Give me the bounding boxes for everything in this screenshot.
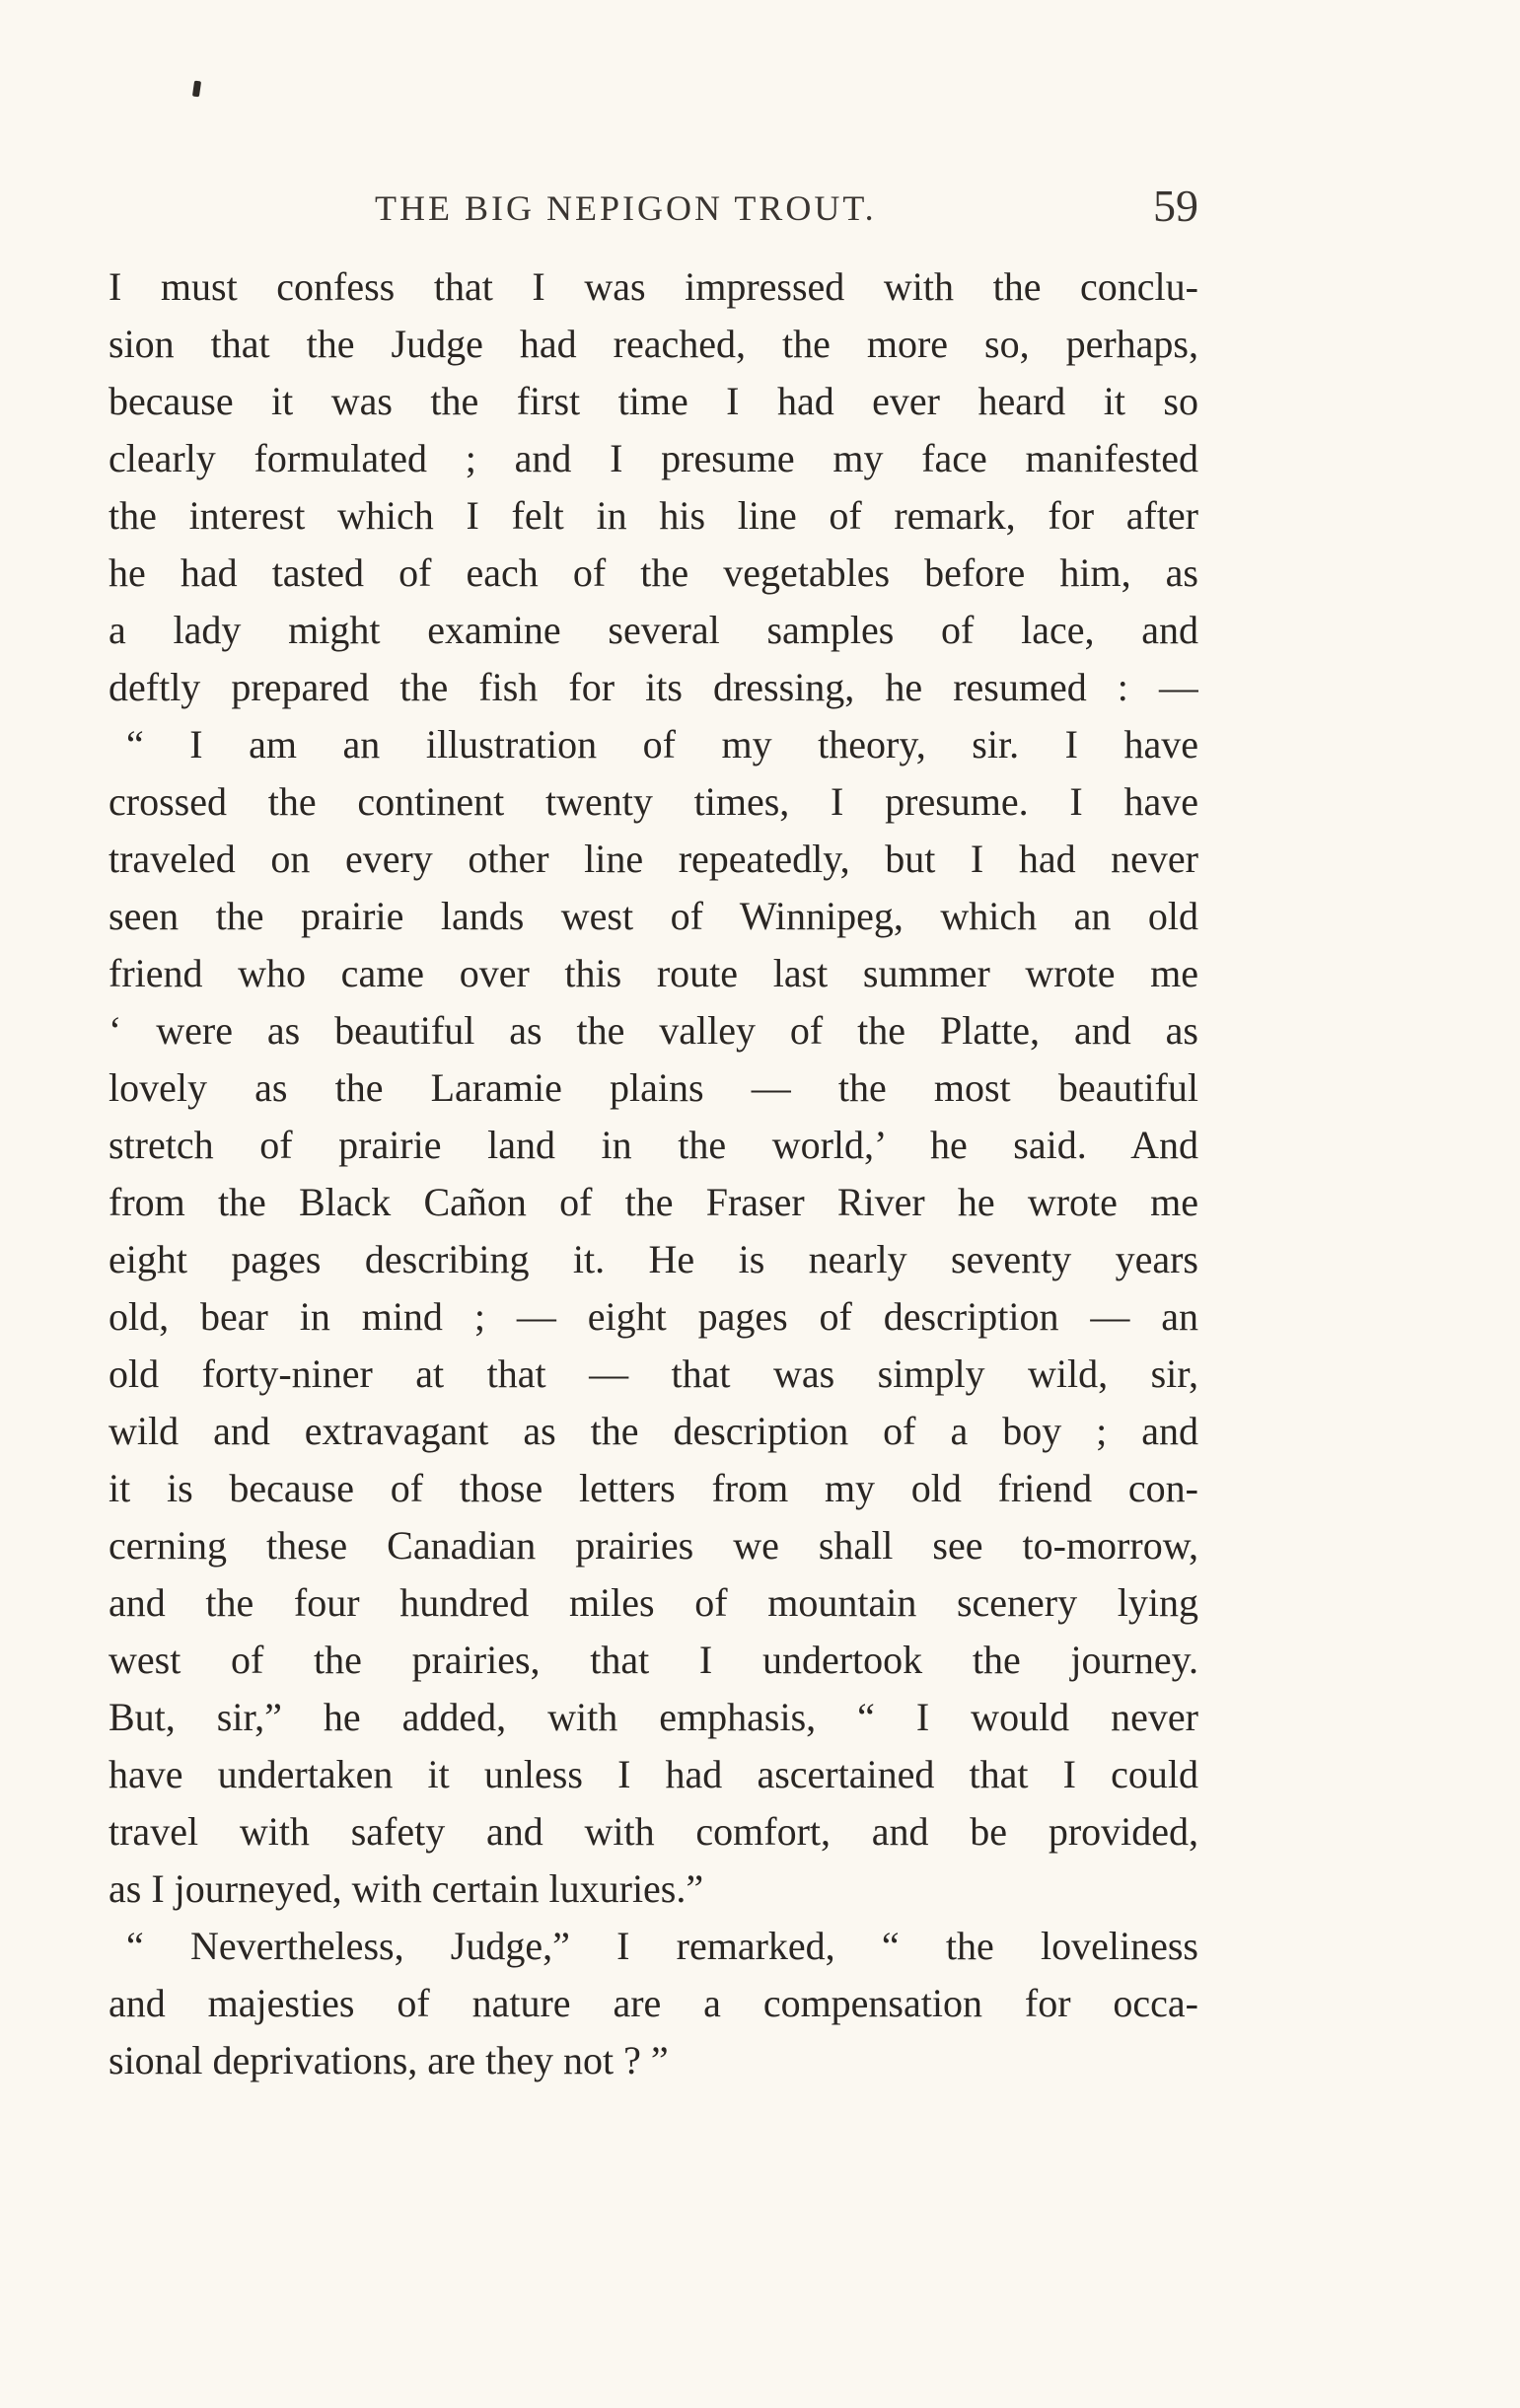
text-line: old forty-niner at that — that was simply wild, sir, [109, 1351, 1198, 1396]
text-line: crossed the continent twenty times, I presume. I have [109, 779, 1198, 824]
text-line: the interest which I felt in his line of remark, for after [109, 493, 1198, 538]
text-line: deftly prepared the fish for its dressing, he resumed : — [109, 665, 1198, 709]
ink-mark [192, 81, 201, 98]
page-number: 59 [1153, 181, 1198, 231]
text-line: as I journeyed, with certain luxuries.” [109, 1866, 704, 1911]
text-line: because it was the first time I had ever heard it so [109, 379, 1198, 423]
text-line: have undertaken it unless I had ascertained that I could [109, 1752, 1198, 1796]
text-line: a lady might examine several samples of lace, and [109, 608, 1198, 652]
text-line: friend who came over this route last summer wrote me [109, 951, 1198, 995]
text-line: eight pages describing it. He is nearly seventy years [109, 1237, 1198, 1281]
text-line: clearly formulated ; and I presume my face manifested [109, 436, 1198, 480]
text-line: cerning these Canadian prairies we shall see to-morrow, [109, 1523, 1198, 1568]
text-line: ‘ were as beautiful as the valley of the Platte, and as [109, 1008, 1198, 1053]
text-line: lovely as the Laramie plains — the most beautiful [109, 1065, 1198, 1110]
text-line: and majesties of nature are a compensation for occa- [109, 1981, 1198, 2025]
text-line: seen the prairie lands west of Winnipeg, which an old [109, 894, 1198, 938]
text-line: it is because of those letters from my old friend con- [109, 1466, 1198, 1510]
text-line: travel with safety and with comfort, and be provided, [109, 1809, 1198, 1854]
text-line: old, bear in mind ; — eight pages of description — an [109, 1294, 1198, 1339]
text-line: and the four hundred miles of mountain scenery lying [109, 1580, 1198, 1625]
text-line: stretch of prairie land in the world,’ he said. And [109, 1123, 1198, 1167]
text-line: “ Nevertheless, Judge,” I remarked, “ the loveliness [126, 1924, 1198, 1968]
text-line: sion that the Judge had reached, the more so, perhaps, [109, 322, 1198, 366]
text-line: he had tasted of each of the vegetables before him, as [109, 550, 1198, 595]
text-line: traveled on every other line repeatedly, but I had never [109, 837, 1198, 881]
running-head: THE BIG NEPIGON TROUT. [375, 188, 877, 228]
text-line: from the Black Cañon of the Fraser River he wrote me [109, 1180, 1198, 1224]
text-line: “ I am an illustration of my theory, sir. I have [126, 722, 1198, 766]
text-line: wild and extravagant as the description of a boy ; and [109, 1409, 1198, 1453]
text-line: I must confess that I was impressed with the conclu- [109, 264, 1198, 309]
text-line: west of the prairies, that I undertook the journey. [109, 1638, 1198, 1682]
body-text [109, 258, 1198, 2089]
text-line: But, sir,” he added, with emphasis, “ I would never [109, 1695, 1198, 1739]
text-line: sional deprivations, are they not ? ” [109, 2038, 669, 2082]
